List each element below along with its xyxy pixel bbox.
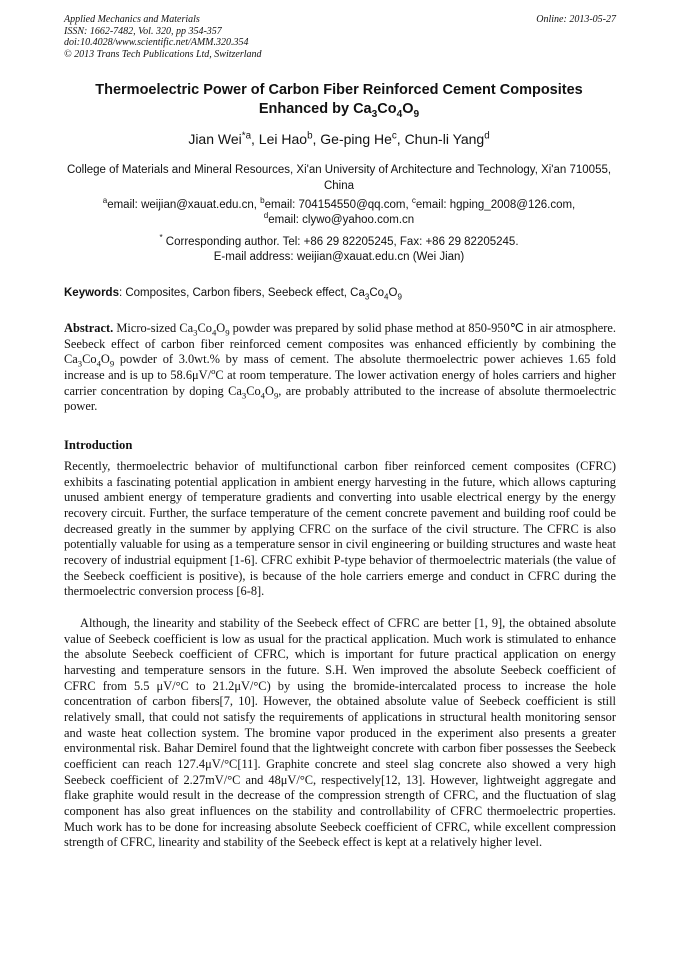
affiliation: College of Materials and Mineral Resources, Xi'an University of Architecture and Technology, Xi'an 710055, China bbox=[66, 164, 612, 192]
author-name: , Lei Hao bbox=[251, 131, 308, 147]
paper-title bbox=[50, 81, 628, 119]
abstract-label: Abstract. bbox=[64, 321, 114, 335]
author-name: , Ge-ping He bbox=[312, 131, 392, 147]
keywords-line: Keywords: Composites, Carbon fibers, Seebeck effect, $Ca_3Co_4O_9$ bbox=[64, 287, 402, 302]
email-link[interactable]: email: weijian@xauat.edu.cn, bbox=[107, 199, 261, 211]
section-heading: Introduction bbox=[64, 438, 133, 452]
corresponding-author: * Corresponding author. Tel: +86 29 82205245, Fax: +86 29 82205245. E-mail address: weijian@xauat.edu.cn (Wei Jian) bbox=[159, 233, 519, 263]
journal-header bbox=[64, 14, 616, 60]
paragraph: Recently, thermoelectric behavior of multifunctional carbon fiber reinforced cement composites (CFRC) exhibits a fascinating potential application in ambient energy harvesting in the future, which allows capturing unused ambient energy of temperature gradients and converting into usable electrical energy by the energy recovery circuit. Further, the surface temperature of the cement concrete pavement and building roof could be decreased greatly in the summer by applying CFRC on the surface of the civil structure. The CFRC is also potentially valuable for using as a temperature sensor in civil engineering or building structures and waste heat recovery of industrial equipment [1-6]. CFRC exhibit P-type behavior of thermoelectric materials (the value of the Seebeck coefficient is positive), is because of the hole carriers emerge and conduct in CFRC during the thermoelectric conversion process [6-8]. bbox=[64, 459, 616, 599]
abstract: Abstract. Micro-sized $Ca_3Co_4O_9$ powder was prepared by solid phase method at 850-950℃ in air atmosphere. Seebeck effect of carbon fiber reinforced cement composites was enhanced efficiently by combining the $Ca_3Co_4O_9$ powder of 3.0wt.% by mass of cement. The absolute thermoelectric power achieves 1.65 fold increase and is up to 58.6μV/$^o$C at room temperature. The lower activation energy of holes carriers and higher carrier concentration by doping $Ca_3Co_4O_9$, are probably attributed to the increase of absolute thermoelectric power. bbox=[64, 321, 616, 414]
email-link[interactable]: email: hgping_2008@126.com, bbox=[415, 199, 576, 211]
email-link[interactable]: email: clywo@yahoo.com.cn bbox=[268, 214, 415, 226]
online-date: Online: 2013-05-27 bbox=[536, 14, 616, 25]
issn-line: ISSN: 1662-7482, Vol. 320, pp 354-357 bbox=[64, 25, 222, 37]
author-list: Jian Wei$^{*a}$, Lei Hao$^b$, Ge-ping He$^c$, Chun-li Yang$^d$ bbox=[188, 130, 490, 147]
copyright-line: © 2013 Trans Tech Publications Ltd, Switzerland bbox=[64, 48, 262, 60]
journal-name: Applied Mechanics and Materials bbox=[64, 14, 200, 25]
title-line-2: Enhanced by $Ca_3Co_4O_9$ bbox=[258, 101, 420, 120]
author-name: , Chun-li Yang bbox=[396, 131, 485, 147]
author-name: Jian Wei bbox=[188, 131, 242, 147]
email-list: $^a$email: weijian@xauat.edu.cn, $^b$email: 704154550@qq.com, $^c$email: hgping_2008@126.com, $^d$email: clywo@yahoo.com.cn bbox=[102, 196, 576, 226]
paragraph: Although, the linearity and stability of the Seebeck effect of CFRC are better [1, 9], the obtained absolute value of Seebeck coefficient is low as usual for the practical application. Much work is stimulated to enhance the absolute Seebeck coefficient of CFRC, which is important for future practical application on energy harvesting and temperature sensors in the future. S.H. Wen improved the absolute Seebeck coefficient of CFRC from 5.5 μV/°C to 21.2μV/°C) by using the bromide-intercalated process to increase the hole concentration of carbon fibers[7, 10]. However, the obtained absolute value of Seebeck coefficient is still relatively small, that could not satisfy the requirements of applications in structural health monitoring sensor and waste heat collection system. The bromine vapor produced in the experiment also presents a greater environmental risk. Bahar Demirel found that the lightweight concrete with carbon fiber possesses the Seebeck coefficient can reach 127.4μV/°C[11]. Graphite concrete and steel slag concrete also showed a very high Seebeck coefficient of 2.27mV/°C and 48μV/°C, respectively[12, 13]. However, lightweight aggregate and flake graphite would result in the decrease of the compression strength of CFRC, and the fluctuation of slag component has also great influences on the stability and controllability of CFRC thermoelectric properties. Much work has to be done for increasing absolute Seebeck coefficient of CFRC, while excellent compression strength of CFRC, linearity and stability of the Seebeck effect is kept at a relatively higher level. bbox=[64, 616, 616, 850]
doi-line: doi:10.4028/www.scientific.net/AMM.320.354 bbox=[64, 37, 249, 48]
keywords-label: Keywords bbox=[64, 287, 119, 299]
email-link[interactable]: email: 704154550@qq.com, bbox=[264, 199, 412, 211]
title-line-1: Thermoelectric Power of Carbon Fiber Reinforced Cement Composites bbox=[95, 82, 583, 98]
